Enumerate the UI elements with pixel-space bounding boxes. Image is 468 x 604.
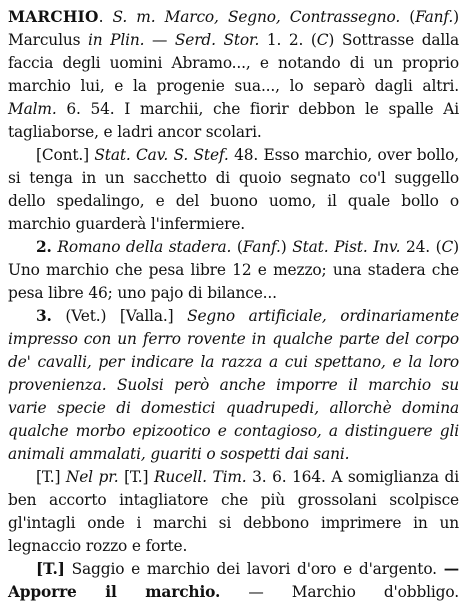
source-rucell: Rucell. Tim. — [153, 468, 247, 486]
source-fanf: Fanf. — [415, 8, 454, 26]
source-serd-stor: Serd. Stor. — [174, 31, 260, 49]
sense-number: 3. — [36, 307, 52, 325]
grammar-and-synonyms: S. m. Marco, Segno, Contrassegno. — [112, 8, 401, 26]
entry-marchio-definition: MARCHIO. S. m. Marco, Segno, Contrassegno. (Fanf.) Marculus in Plin. — Serd. Stor. 1. 2. (C) Sottrasse dalla faccia degli uomini Abramo..., e notando di un proprio marchio lui, e la progenie sua..., lo separò dagli altri. Malm. 6. 54. I marchii, che fiorir debbon le spalle Ai tagliaborse, e ladri ancor scolari. — [8, 8, 459, 141]
sense-definition: Romano della stadera. — [57, 238, 232, 256]
headword: MARCHIO — [8, 8, 99, 26]
usage-example: Apporre il marchio. — [8, 583, 221, 601]
source-stat-cav: Stat. Cav. S. Stef. — [94, 146, 229, 164]
entry-t-usage: [T.] Saggio e marchio dei lavori d'oro e d'argento. — Apporre il marchio. — Marchio d'obbligo. — [8, 560, 459, 601]
source-stat-pist: Stat. Pist. Inv. — [292, 238, 401, 256]
sense-2: 2. Romano della stadera. (Fanf.) Stat. Pist. Inv. 24. (C) Uno marchio che pesa libre 12 e mezzo; una stadera che pesa libre 46; uno pajo di bilance... — [8, 238, 459, 302]
sense-3: 3. (Vet.) [Valla.] Segno artificiale, ordinariamente impresso con un ferro rovente in qualche parte del corpo de' cavalli, per indicare la razza a cui spettano, e la loro provenienza. Suolsi però anche imporre il marchio su varie specie di domestici quadrupedi, allorchè domina qualche morbo epizootico e contagioso, a distinguere gli animali ammalati, guariti o sospetti dai sani. — [8, 307, 459, 463]
sense-definition: Segno artificiale, ordinariamente impresso con un ferro rovente in qualche parte del corpo de' cavalli, per indicare la razza a cui spettano, e la loro provenienza. Suolsi però anche imporre il marchio su varie specie di domestici quadrupedi, allorchè domina qualche morbo epizootico e contagioso, a distinguere gli animali ammalati, guariti o sospetti dai sani. — [8, 307, 459, 463]
entry-cont-citation: [Cont.] Stat. Cav. S. Stef. 48. Esso marchio, over bollo, si tenga in un sacchetto di quoio segnato co'l suggello dello spedalingo, e del buono uomo, il quale bollo o marchio guarderà l'infermiere. — [8, 146, 459, 233]
sense-number: 2. — [36, 238, 52, 256]
entry-t-citation: [T.] Nel pr. [T.] Rucell. Tim. 3. 6. 164. A somiglianza di ben accorto intagliatore che più grossolani scolpisce gl'intagli onde i marchi si debbono imprimere in un legnaccio rozzo e forte. — [8, 468, 459, 555]
source-malm: Malm. — [8, 100, 57, 118]
